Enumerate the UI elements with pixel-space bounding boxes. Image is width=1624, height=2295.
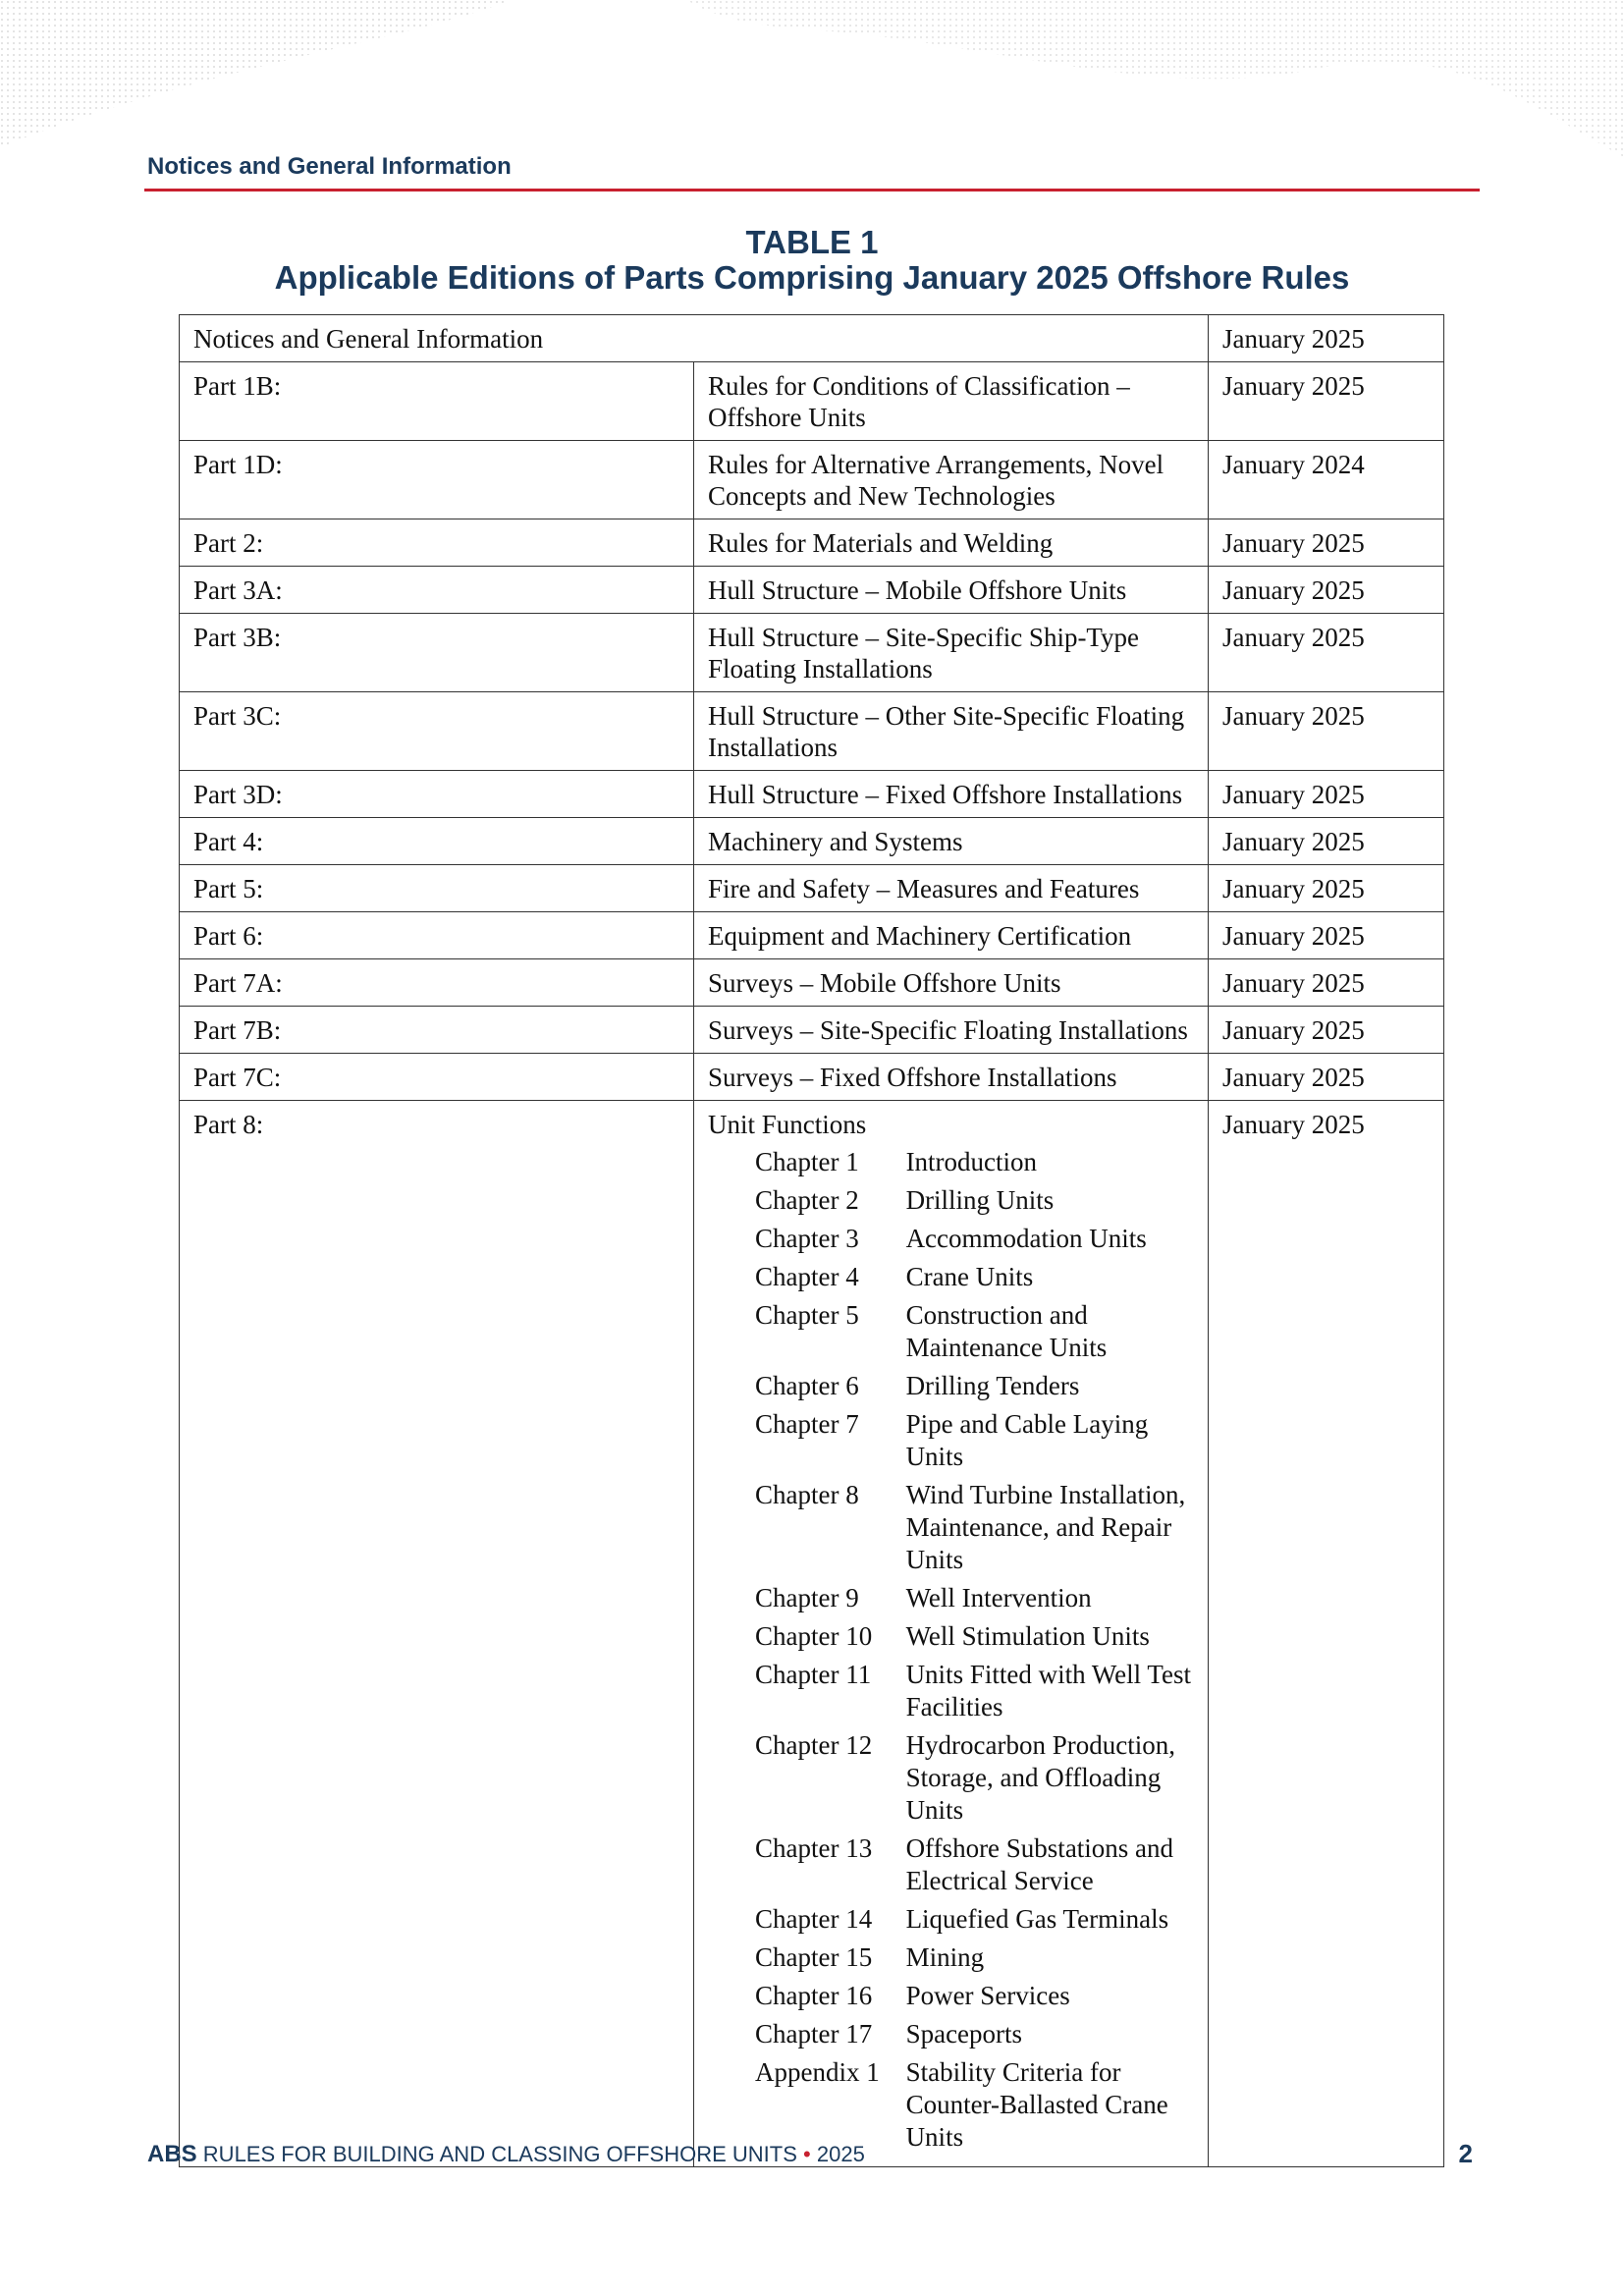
table-row <box>180 567 1444 614</box>
chapter-name: Pipe and Cable Laying Units <box>905 1409 1149 1471</box>
chapter-row <box>755 1479 1196 1582</box>
row-edition: January 2025 <box>1209 1101 1444 2167</box>
row-edition: January 2025 <box>1209 567 1444 614</box>
row-title: Equipment and Machinery Certification <box>694 912 1209 959</box>
row-title: Surveys – Fixed Offshore Installations <box>694 1054 1209 1101</box>
row-part: Part 7B: <box>180 1007 694 1054</box>
table-row <box>180 692 1444 771</box>
row-edition: January 2025 <box>1209 1054 1444 1101</box>
row-part: Part 1B: <box>180 362 694 441</box>
chapter-row <box>755 1261 1196 1299</box>
footer-year: 2025 <box>816 2142 865 2166</box>
chapter-name: Hydrocarbon Production, Storage, and Offloading Units <box>905 1730 1176 1825</box>
editions-table <box>179 314 1444 2167</box>
chapter-number: Chapter 1 <box>755 1147 859 1176</box>
chapter-number: Chapter 6 <box>755 1371 859 1400</box>
chapter-number: Chapter 5 <box>755 1300 859 1330</box>
footer-title: RULES FOR BUILDING AND CLASSING OFFSHORE UNITS <box>202 2142 797 2166</box>
chapter-name: Liquefied Gas Terminals <box>905 1904 1169 1934</box>
chapter-name: Offshore Substations and Electrical Service <box>905 1833 1174 1895</box>
chapter-row <box>755 1832 1196 1903</box>
row-part: Part 2: <box>180 519 694 567</box>
chapter-number: Chapter 11 <box>755 1660 872 1689</box>
row-edition: January 2025 <box>1209 614 1444 692</box>
chapter-number: Chapter 2 <box>755 1185 859 1215</box>
editions-table-body <box>180 315 1444 2167</box>
chapter-name: Drilling Tenders <box>905 1371 1080 1400</box>
table-row <box>180 315 1444 362</box>
table-label: TABLE 1 <box>745 224 879 260</box>
chapter-number: Chapter 3 <box>755 1224 859 1253</box>
row-edition: January 2025 <box>1209 1007 1444 1054</box>
row-edition: January 2025 <box>1209 315 1444 362</box>
row-edition: January 2025 <box>1209 818 1444 865</box>
row-edition: January 2025 <box>1209 959 1444 1007</box>
chapter-name: Mining <box>905 1942 985 1972</box>
row-part: Part 7A: <box>180 959 694 1007</box>
page-number: 2 <box>1458 2139 1473 2168</box>
chapter-number: Chapter 7 <box>755 1409 859 1439</box>
row-title: Hull Structure – Other Site-Specific Floating Installations <box>694 692 1209 771</box>
chapter-row <box>755 1941 1196 1980</box>
header-divider <box>144 189 1480 191</box>
table-row <box>180 865 1444 912</box>
row-title: Hull Structure – Mobile Offshore Units <box>694 567 1209 614</box>
row-part: Part 6: <box>180 912 694 959</box>
chapter-row <box>755 1620 1196 1659</box>
chapter-row <box>755 1729 1196 1832</box>
footer-separator: • <box>803 2142 811 2166</box>
table-row <box>180 1007 1444 1054</box>
footer-publication <box>147 2141 865 2168</box>
row-title: Notices and General Information <box>180 315 1209 362</box>
chapter-name: Construction and Maintenance Units <box>905 1300 1108 1362</box>
chapter-row <box>755 1370 1196 1408</box>
row-part: Part 3B: <box>180 614 694 692</box>
chapter-name: Stability Criteria for Counter-Ballasted Crane Units <box>905 2057 1168 2152</box>
chapter-list <box>755 1146 1196 2159</box>
row-edition: January 2025 <box>1209 362 1444 441</box>
footer-brand: ABS <box>147 2141 197 2167</box>
chapter-number: Chapter 9 <box>755 1583 859 1612</box>
section-header-title: Notices and General Information <box>147 153 512 180</box>
chapter-number: Chapter 10 <box>755 1621 873 1651</box>
chapter-name: Wind Turbine Installation, Maintenance, and Repair Units <box>905 1480 1186 1574</box>
chapter-row <box>755 1659 1196 1729</box>
table-row <box>180 959 1444 1007</box>
row-title: Machinery and Systems <box>694 818 1209 865</box>
table-row <box>180 362 1444 441</box>
table-row <box>180 441 1444 519</box>
table-row <box>180 818 1444 865</box>
unit-functions-title: Unit Functions <box>708 1110 867 1139</box>
table-row <box>180 771 1444 818</box>
row-title: Hull Structure – Fixed Offshore Installations <box>694 771 1209 818</box>
row-part: Part 4: <box>180 818 694 865</box>
row-part: Part 7C: <box>180 1054 694 1101</box>
row-title: Surveys – Mobile Offshore Units <box>694 959 1209 1007</box>
table-row <box>180 519 1444 567</box>
chapter-number: Appendix 1 <box>755 2057 880 2087</box>
row-part: Part 1D: <box>180 441 694 519</box>
chapter-row <box>755 1903 1196 1941</box>
row-edition: January 2025 <box>1209 519 1444 567</box>
row-title-cell <box>694 1101 1209 2167</box>
table-row-part8 <box>180 1101 1444 2167</box>
chapter-name: Drilling Units <box>905 1185 1055 1215</box>
chapter-row <box>755 1184 1196 1223</box>
row-title: Surveys – Site-Specific Floating Installations <box>694 1007 1209 1054</box>
chapter-name: Accommodation Units <box>905 1224 1147 1253</box>
chapter-number: Chapter 15 <box>755 1942 873 1972</box>
row-title: Rules for Conditions of Classification – Offshore Units <box>694 362 1209 441</box>
row-part: Part 3C: <box>180 692 694 771</box>
chapter-row <box>755 1980 1196 2018</box>
chapter-row <box>755 1582 1196 1620</box>
chapter-name: Units Fitted with Well Test Facilities <box>905 1660 1192 1721</box>
row-edition: January 2025 <box>1209 912 1444 959</box>
chapter-number: Chapter 17 <box>755 2019 873 2049</box>
chapter-name: Introduction <box>905 1147 1038 1176</box>
chapter-number: Chapter 12 <box>755 1730 873 1760</box>
table-row <box>180 1054 1444 1101</box>
chapter-name: Power Services <box>905 1981 1070 2010</box>
table-caption: Applicable Editions of Parts Comprising January 2025 Offshore Rules <box>274 259 1350 296</box>
row-edition: January 2025 <box>1209 692 1444 771</box>
table-row <box>180 912 1444 959</box>
chapter-number: Chapter 13 <box>755 1833 873 1863</box>
chapter-number: Chapter 14 <box>755 1904 873 1934</box>
chapter-row <box>755 1408 1196 1479</box>
row-title: Rules for Materials and Welding <box>694 519 1209 567</box>
row-edition: January 2024 <box>1209 441 1444 519</box>
row-edition: January 2025 <box>1209 865 1444 912</box>
chapter-number: Chapter 8 <box>755 1480 859 1509</box>
chapter-name: Crane Units <box>905 1262 1034 1291</box>
chapter-number: Chapter 4 <box>755 1262 859 1291</box>
table-row <box>180 614 1444 692</box>
chapter-row <box>755 1146 1196 1184</box>
row-edition: January 2025 <box>1209 771 1444 818</box>
row-part: Part 3A: <box>180 567 694 614</box>
row-part: Part 5: <box>180 865 694 912</box>
row-title: Rules for Alternative Arrangements, Novel Concepts and New Technologies <box>694 441 1209 519</box>
row-title: Fire and Safety – Measures and Features <box>694 865 1209 912</box>
chapter-name: Well Stimulation Units <box>905 1621 1150 1651</box>
chapter-name: Well Intervention <box>905 1583 1092 1612</box>
row-part: Part 3D: <box>180 771 694 818</box>
chapter-name: Spaceports <box>905 2019 1023 2049</box>
row-part: Part 8: <box>180 1101 694 2167</box>
chapter-row <box>755 1223 1196 1261</box>
chapter-row <box>755 2018 1196 2056</box>
chapter-row <box>755 1299 1196 1370</box>
chapter-number: Chapter 16 <box>755 1981 873 2010</box>
row-title: Hull Structure – Site-Specific Ship-Type Floating Installations <box>694 614 1209 692</box>
